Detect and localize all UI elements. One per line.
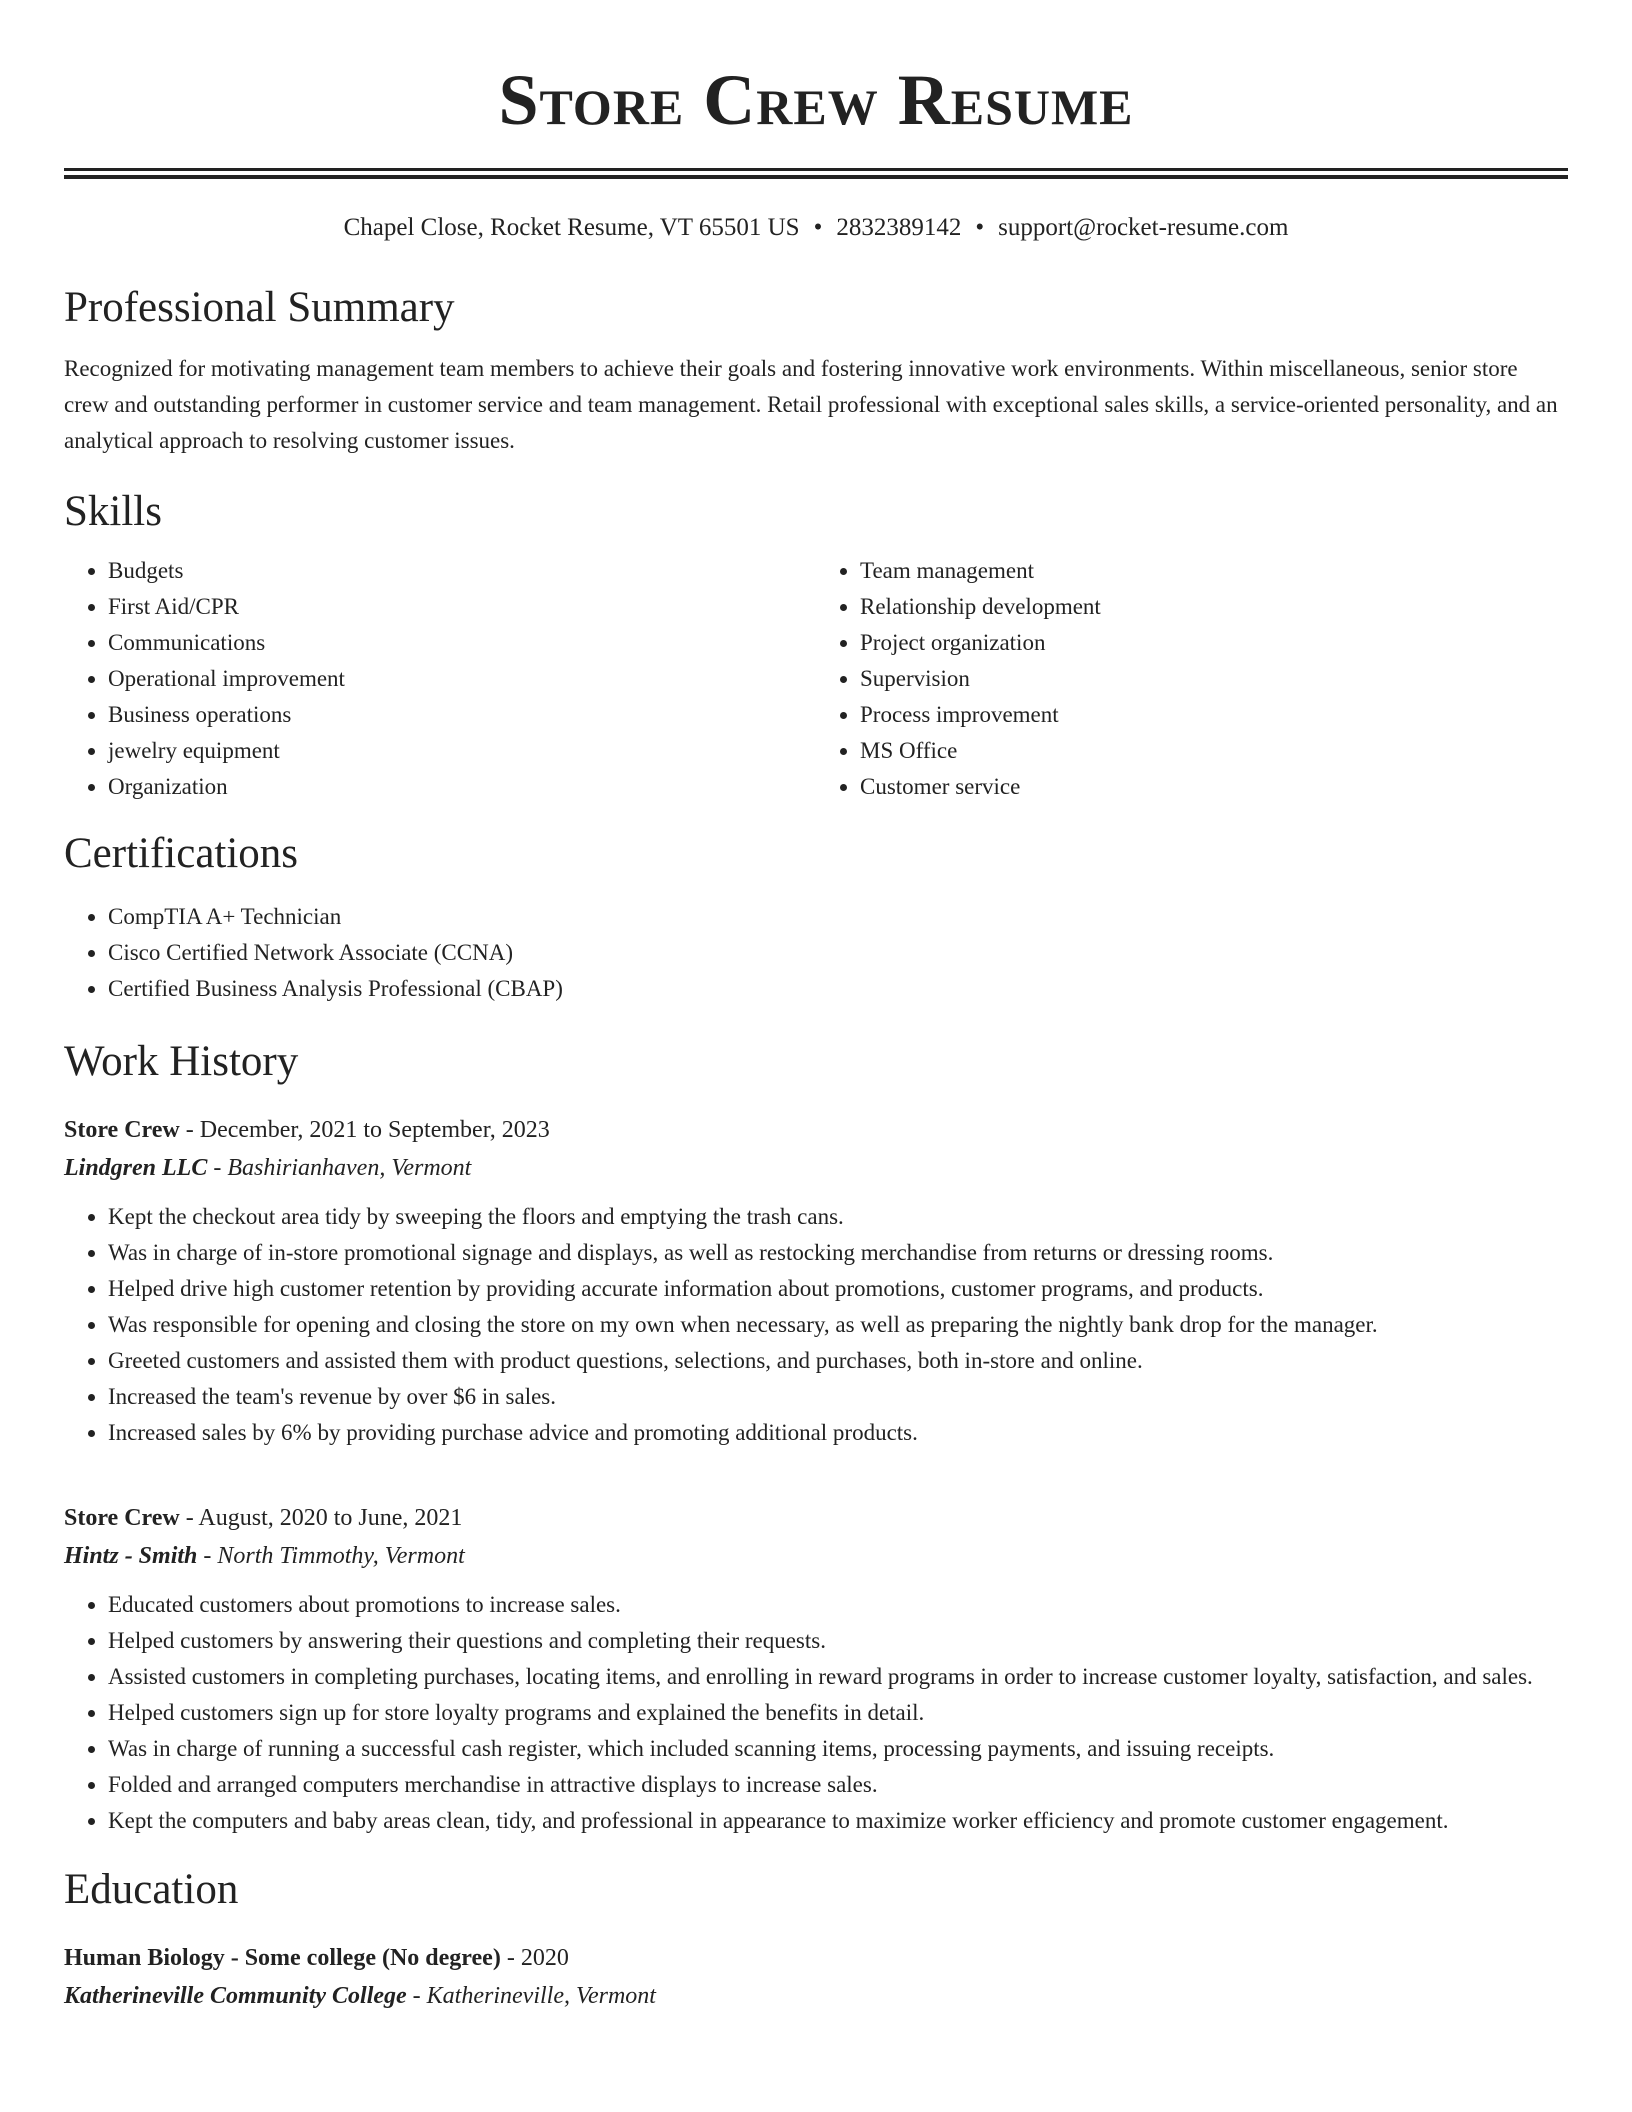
skill-item: • Project organization — [860, 625, 1568, 661]
job-bullet: • Increased the team's revenue by over $6 in sales. — [108, 1379, 1568, 1415]
job-entry — [64, 1111, 1568, 1451]
skills-list-right — [816, 553, 1568, 805]
skill-item: • Organization — [108, 769, 816, 805]
job-bullet: • Was in charge of running a successful cash register, which included scanning items, processing payments, and issuing receipts. — [108, 1731, 1568, 1767]
job-bullet: • Educated customers about promotions to increase sales. — [108, 1587, 1568, 1623]
job-company-line — [64, 1149, 1568, 1187]
skill-item: • Customer service — [860, 769, 1568, 805]
skill-item: • Budgets — [108, 553, 816, 589]
skill-item: • Relationship development — [860, 589, 1568, 625]
certifications-heading: Certifications — [64, 830, 299, 877]
education-location: Katherineville, Vermont — [426, 1983, 656, 2009]
skills-heading: Skills — [64, 488, 162, 535]
job-header — [64, 1111, 1568, 1149]
skills-columns — [64, 553, 1568, 805]
contact-email: support@rocket-resume.com — [998, 214, 1289, 241]
job-location: Bashirianhaven, Vermont — [227, 1155, 472, 1181]
contact-separator: • — [813, 214, 823, 241]
job-bullet: • Increased sales by 6% by providing purchase advice and promoting additional products. — [108, 1415, 1568, 1451]
education-year: 2020 — [520, 1945, 569, 1971]
skill-item: • First Aid/CPR — [108, 589, 816, 625]
contact-phone: 2832389142 — [836, 214, 962, 241]
job-title: Store Crew — [64, 1117, 180, 1143]
certification-item: • Cisco Certified Network Associate (CCNA) — [108, 935, 1568, 971]
contact-address: Chapel Close, Rocket Resume, VT 65501 US — [343, 214, 800, 241]
job-bullet: • Folded and arranged computers merchandise in attractive displays to increase sales. — [108, 1767, 1568, 1803]
skill-item: • MS Office — [860, 733, 1568, 769]
job-company: Lindgren LLC — [64, 1155, 208, 1181]
job-bullet: • Was in charge of in-store promotional signage and displays, as well as restocking merchandise from returns or dressing rooms. — [108, 1235, 1568, 1271]
skill-item: • jewelry equipment — [108, 733, 816, 769]
skill-item: • Business operations — [108, 697, 816, 733]
skill-item: • Supervision — [860, 661, 1568, 697]
summary-heading: Professional Summary — [64, 284, 455, 331]
resume-title: Store Crew Resume — [498, 60, 1134, 140]
job-company-line — [64, 1537, 1568, 1575]
job-dates: August, 2020 to June, 2021 — [198, 1505, 463, 1531]
education-school: Katherineville Community College — [64, 1983, 407, 2009]
job-dash: - — [207, 1155, 228, 1181]
skill-item: • Communications — [108, 625, 816, 661]
skill-item: • Operational improvement — [108, 661, 816, 697]
certifications-list — [64, 899, 1568, 1007]
education-dash: - — [500, 1945, 521, 1971]
job-bullets — [64, 1587, 1568, 1839]
job-bullet: • Greeted customers and assisted them with product questions, selections, and purchases, both in-store and online. — [108, 1343, 1568, 1379]
education-degree: Human Biology - Some college (No degree) — [64, 1945, 501, 1971]
job-location: North Timmothy, Vermont — [217, 1543, 465, 1569]
education-entry — [64, 1939, 1568, 2015]
skill-item: • Team management — [860, 553, 1568, 589]
job-entry — [64, 1499, 1568, 1839]
job-bullets — [64, 1199, 1568, 1451]
job-dash: - — [179, 1117, 200, 1143]
contact-separator: • — [975, 214, 985, 241]
job-bullet: • Kept the checkout area tidy by sweeping the floors and emptying the trash cans. — [108, 1199, 1568, 1235]
education-school-line — [64, 1977, 1568, 2015]
education-heading: Education — [64, 1866, 239, 1913]
job-bullet: • Helped customers by answering their questions and completing their requests. — [108, 1623, 1568, 1659]
job-header — [64, 1499, 1568, 1537]
certification-item: • Certified Business Analysis Professional (CBAP) — [108, 971, 1568, 1007]
skill-item: • Process improvement — [860, 697, 1568, 733]
work-history-heading: Work History — [64, 1038, 299, 1085]
skills-list-left — [64, 553, 816, 805]
contact-line — [64, 213, 1568, 243]
summary-text: Recognized for motivating management team members to achieve their goals and fostering innovative work environments. Within miscellaneous, senior store crew and outstanding performer in customer service and team management. Retail professional with exceptional sales skills, a service-oriented personality, and an analytical approach to resolving customer issues. — [64, 356, 1558, 453]
job-dash: - — [197, 1543, 218, 1569]
job-bullet: • Kept the computers and baby areas clean, tidy, and professional in appearance to maximize worker efficiency and promote customer engagement. — [108, 1803, 1568, 1839]
title-divider — [64, 168, 1568, 179]
certification-item: • CompTIA A+ Technician — [108, 899, 1568, 935]
job-bullet: • Helped customers sign up for store loyalty programs and explained the benefits in detail. — [108, 1695, 1568, 1731]
education-dash: - — [406, 1983, 427, 2009]
job-dash: - — [179, 1505, 199, 1531]
job-title: Store Crew — [64, 1505, 180, 1531]
job-company: Hintz - Smith — [64, 1543, 198, 1569]
education-header — [64, 1939, 1568, 1977]
job-bullet: • Helped drive high customer retention by providing accurate information about promotions, customer programs, and products. — [108, 1271, 1568, 1307]
job-bullet: • Was responsible for opening and closing the store on my own when necessary, as well as preparing the nightly bank drop for the manager. — [108, 1307, 1568, 1343]
job-bullet: • Assisted customers in completing purchases, locating items, and enrolling in reward programs in order to increase customer loyalty, satisfaction, and sales. — [108, 1659, 1568, 1695]
job-dates: December, 2021 to September, 2023 — [199, 1117, 550, 1143]
